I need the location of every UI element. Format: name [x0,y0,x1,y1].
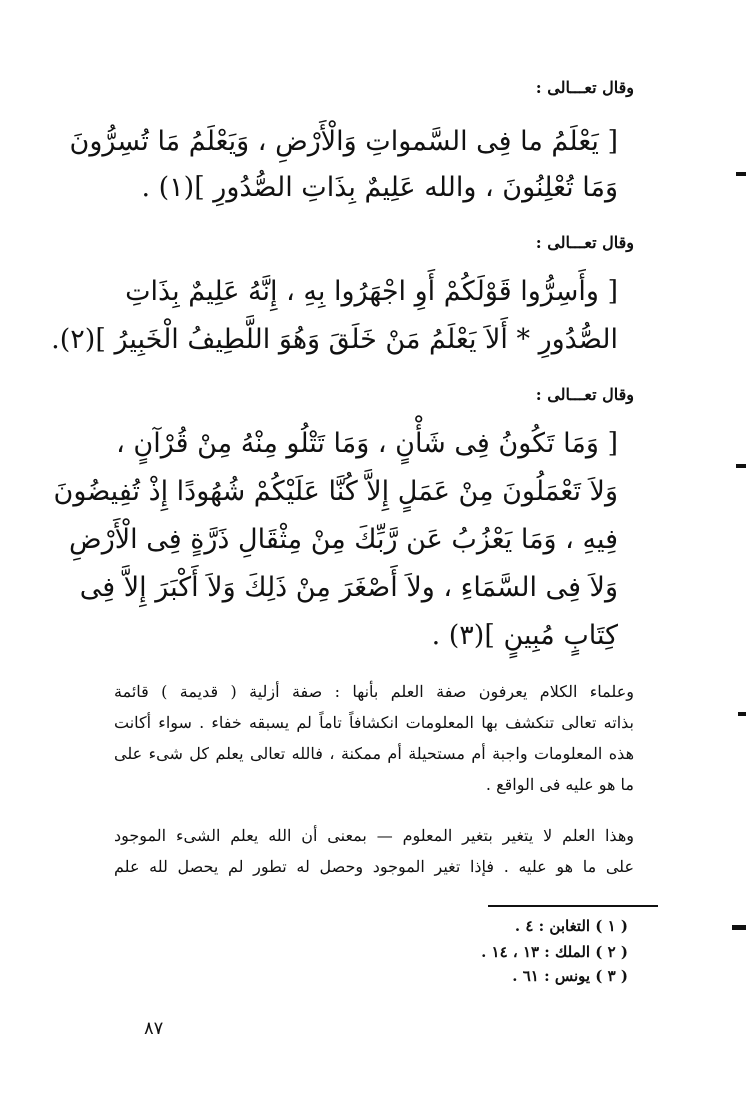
paragraph-2-line-2: على ما هو عليه . فإذا تغير الموجود وحصل له تطور لم يحصل لله علم [114,857,634,876]
paragraph-1-line-4: ما هو عليه فى الواقع . [485,775,634,794]
verse-3-line-1: [ وَمَا تَكُونُ فِى شَأْنٍ ، وَمَا تَتْلُو مِنْهُ مِنْ قُرْآنٍ ، [116,428,618,459]
verse-1-line-1: [ يَعْلَمُ ما فِى السَّمواتِ وَالْأَرْضِ ، وَيَعْلَمُ مَا تُسِرُّونَ [69,126,618,157]
verse-3-line-2: وَلاَ تَعْمَلُونَ مِنْ عَمَلٍ إِلاَّ كُنَّا عَلَيْكُمْ شُهُودًا إِذْ تُفِيضُونَ [53,476,618,507]
scan-edge-mark [736,172,746,176]
paragraph-1-line-3: هذه المعلومات واجبة أم مستحيلة أم ممكنة ، فالله تعالى يعلم كل شىء على [114,744,635,763]
paragraph-1-line-1: وعلماء الكلام يعرفون صفة العلم بأنها : صفة أزلية ( قديمة ) قائمة [114,682,634,701]
page-number: ٨٧ [144,1018,164,1039]
verse-intro-1: وقال تعـــالى : [535,78,634,97]
scan-edge-mark [732,925,746,930]
footnote-2: ( ٢ ) الملك : ١٣ ، ١٤ . [481,943,628,961]
footnote-3: ( ٣ ) يونس : ٦١ . [512,967,628,985]
verse-3-line-4: وَلاَ فِى السَّمَاءِ ، ولاَ أَصْغَرَ مِنْ ذَلِكَ وَلاَ أَكْبَرَ إِلاَّ فِى [79,572,618,603]
verse-3-line-5: كِتَابٍ مُبِينٍ ](٣) . [431,620,618,651]
verse-intro-3: وقال تعـــالى : [535,385,634,404]
scan-edge-mark [736,464,746,468]
verse-1-line-2: وَمَا تُعْلِنُونَ ، والله عَلِيمٌ بِذَاتِ الصُّدُورِ ](١) . [141,172,618,203]
verse-2-line-1: [ وأَسِرُّوا قَوْلَكُمْ أَوِ اجْهَرُوا بِهِ ، إِنَّهُ عَلِيمٌ بِذَاتِ [125,276,618,307]
footnote-1: ( ١ ) التغابن : ٤ . [514,917,628,935]
footnote-separator [488,905,658,907]
verse-2-line-2: الصُّدُورِ * أَلاَ يَعْلَمُ مَنْ خَلَقَ وَهُوَ اللَّطِيفُ الْخَبِيرُ ](٢). [51,324,618,355]
paragraph-1-line-2: بذاته تعالى تنكشف بها المعلومات انكشافاً تاماً لم يسبقه خفاء . سواء أكانت [114,713,634,732]
verse-3-line-3: فِيهِ ، وَمَا يَعْزُبُ عَن رَّبِّكَ مِنْ مِثْقَالِ ذَرَّةٍ فِى الْأَرْضِ [69,524,618,555]
verse-intro-2: وقال تعـــالى : [535,233,634,252]
paragraph-2-line-1: وهذا العلم لا يتغير بتغير المعلوم — بمعنى أن الله يعلم الشىء الموجود [114,826,634,845]
scan-edge-mark [738,712,746,716]
